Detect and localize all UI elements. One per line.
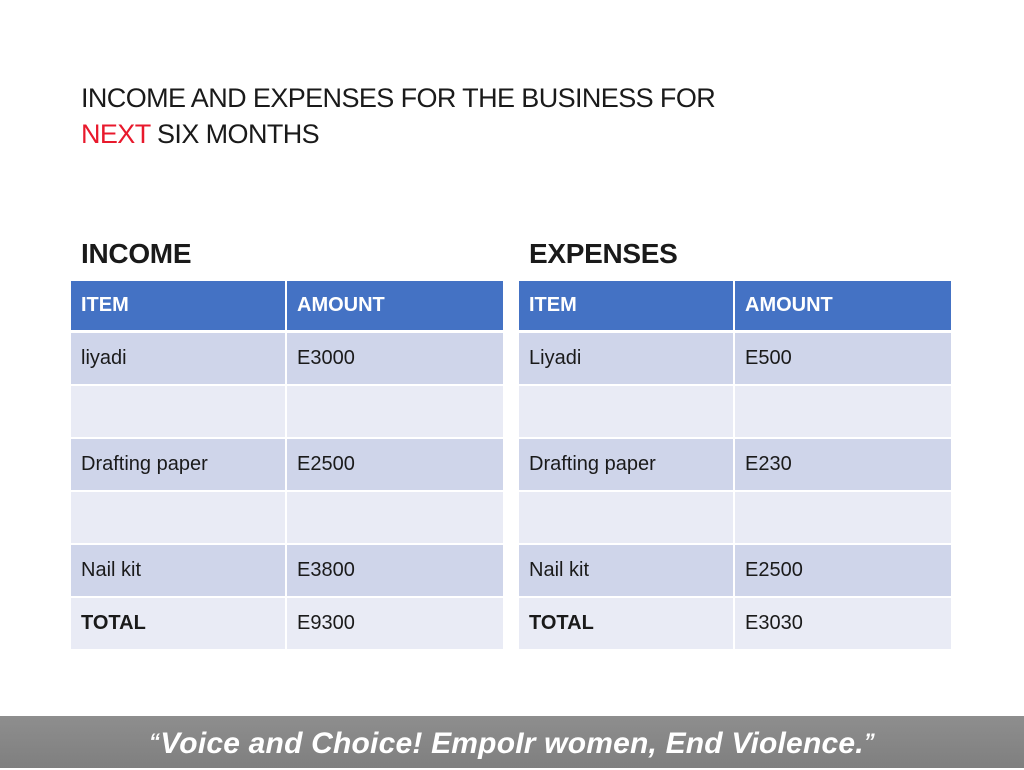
total-amount: E3030 xyxy=(735,598,951,651)
table-row xyxy=(519,386,951,439)
item-cell: Drafting paper xyxy=(519,439,735,492)
footer-banner xyxy=(0,716,1024,768)
amount-cell xyxy=(735,386,951,439)
column-header-amount: AMOUNT xyxy=(287,281,503,333)
total-label: TOTAL xyxy=(519,598,735,651)
amount-cell: E2500 xyxy=(735,545,951,598)
item-cell: Liyadi xyxy=(519,333,735,386)
table-row xyxy=(71,492,503,545)
item-cell xyxy=(519,492,735,545)
income-table xyxy=(71,281,503,651)
table-header-row xyxy=(71,281,503,333)
item-cell: Nail kit xyxy=(519,545,735,598)
open-quote: “ xyxy=(149,729,161,754)
total-row xyxy=(71,598,503,651)
total-row xyxy=(519,598,951,651)
table-row xyxy=(519,439,951,492)
item-cell: Drafting paper xyxy=(71,439,287,492)
amount-cell: E3800 xyxy=(287,545,503,598)
amount-cell xyxy=(287,386,503,439)
total-amount: E9300 xyxy=(287,598,503,651)
table-row xyxy=(71,333,503,386)
table-row xyxy=(519,492,951,545)
amount-cell xyxy=(735,492,951,545)
table-row xyxy=(71,545,503,598)
total-label: TOTAL xyxy=(71,598,287,651)
amount-cell xyxy=(287,492,503,545)
title-line-1: INCOME AND EXPENSES FOR THE BUSINESS FOR xyxy=(81,83,716,113)
item-cell: Nail kit xyxy=(71,545,287,598)
column-header-item: ITEM xyxy=(519,281,735,333)
item-cell xyxy=(71,386,287,439)
close-quote: ” xyxy=(863,729,875,754)
item-cell xyxy=(519,386,735,439)
page-title xyxy=(81,80,715,152)
title-line-2-rest: SIX MONTHS xyxy=(150,119,320,149)
table-header-row xyxy=(519,281,951,333)
amount-cell: E3000 xyxy=(287,333,503,386)
table-row xyxy=(519,333,951,386)
table-row xyxy=(71,386,503,439)
amount-cell: E230 xyxy=(735,439,951,492)
item-cell: liyadi xyxy=(71,333,287,386)
footer-slogan: Voice and Choice! EmpoIr women, End Violence. xyxy=(160,727,864,760)
title-accent-word: NEXT xyxy=(81,119,151,149)
table-row xyxy=(519,545,951,598)
amount-cell: E500 xyxy=(735,333,951,386)
column-header-item: ITEM xyxy=(71,281,287,333)
expenses-table xyxy=(519,281,951,651)
title-line-2 xyxy=(81,116,715,152)
column-header-amount: AMOUNT xyxy=(735,281,951,333)
expenses-heading: EXPENSES xyxy=(529,238,678,269)
table-row xyxy=(71,439,503,492)
income-heading: INCOME xyxy=(81,238,192,269)
amount-cell: E2500 xyxy=(287,439,503,492)
item-cell xyxy=(71,492,287,545)
